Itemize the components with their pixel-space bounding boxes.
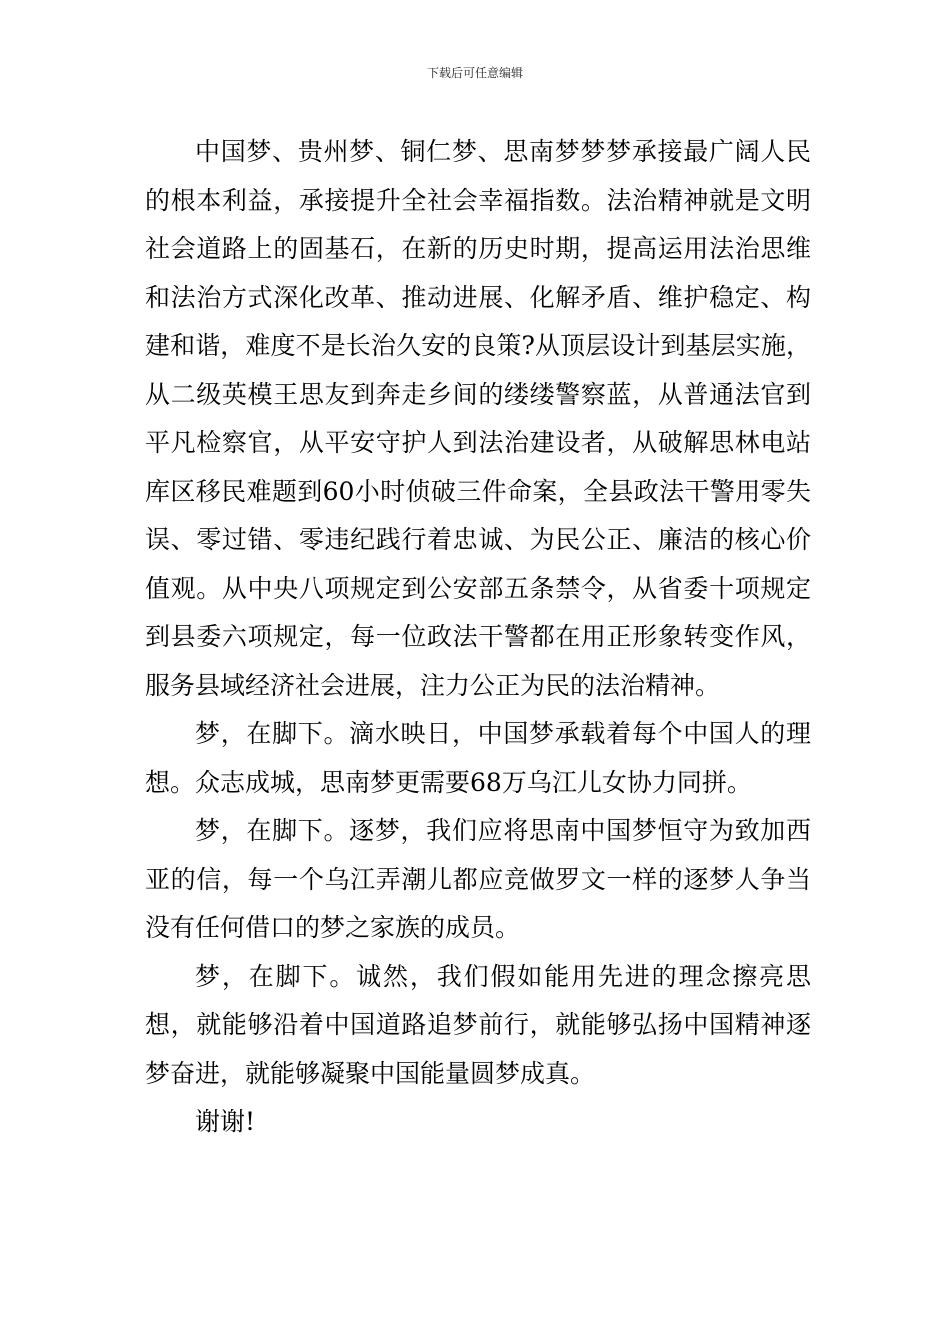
paragraph-3: 梦，在脚下。逐梦，我们应将思南中国梦恒守为致加西亚的信，每一个乌江弄潮儿都应竞做罗文一样的逐梦人争当没有任何借口的梦之家族的成员。 [145, 816, 811, 942]
paragraph-2: 梦，在脚下。滴水映日，中国梦承载着每个中国人的理想。众志成城，思南梦更需要68万乌江儿女协力同拼。 [145, 719, 811, 797]
paragraph-closing: 谢谢! [195, 1107, 256, 1136]
paragraph-4: 梦，在脚下。诚然，我们假如能用先进的理念擦亮思想，就能够沿着中国道路追梦前行，就能够弘扬中国精神逐梦奋进，就能够凝聚中国能量圆梦成真。 [145, 961, 811, 1088]
page-header: 下载后可任意编辑 [426, 66, 523, 80]
document-body [145, 128, 811, 1147]
paragraph-1: 中国梦、贵州梦、铜仁梦、思南梦梦梦承接最广阔人民的根本利益，承接提升全社会幸福指数。法治精神就是文明社会道路上的固基石，在新的历史时期，提高运用法治思维和法治方式深化改革、推动进展、化解矛盾、维护稳定、构建和谐，难度不是长治久安的良策?从顶层设计到基层实施，从二级英模王思友到奔走乡间的缕缕警察蓝，从普通法官到平凡检察官，从平安守护人到法治建设者，从破解思林电站库区移民难题到60小时侦破三件命案，全县政法干警用零失误、零过错、零违纪践行着忠诚、为民公正、廉洁的核心价值观。从中央八项规定到公安部五条禁令，从省委十项规定到县委六项规定，每一位政法干警都在用正形象转变作风，服务县域经济社会进展，注力公正为民的法治精神。 [145, 137, 811, 700]
